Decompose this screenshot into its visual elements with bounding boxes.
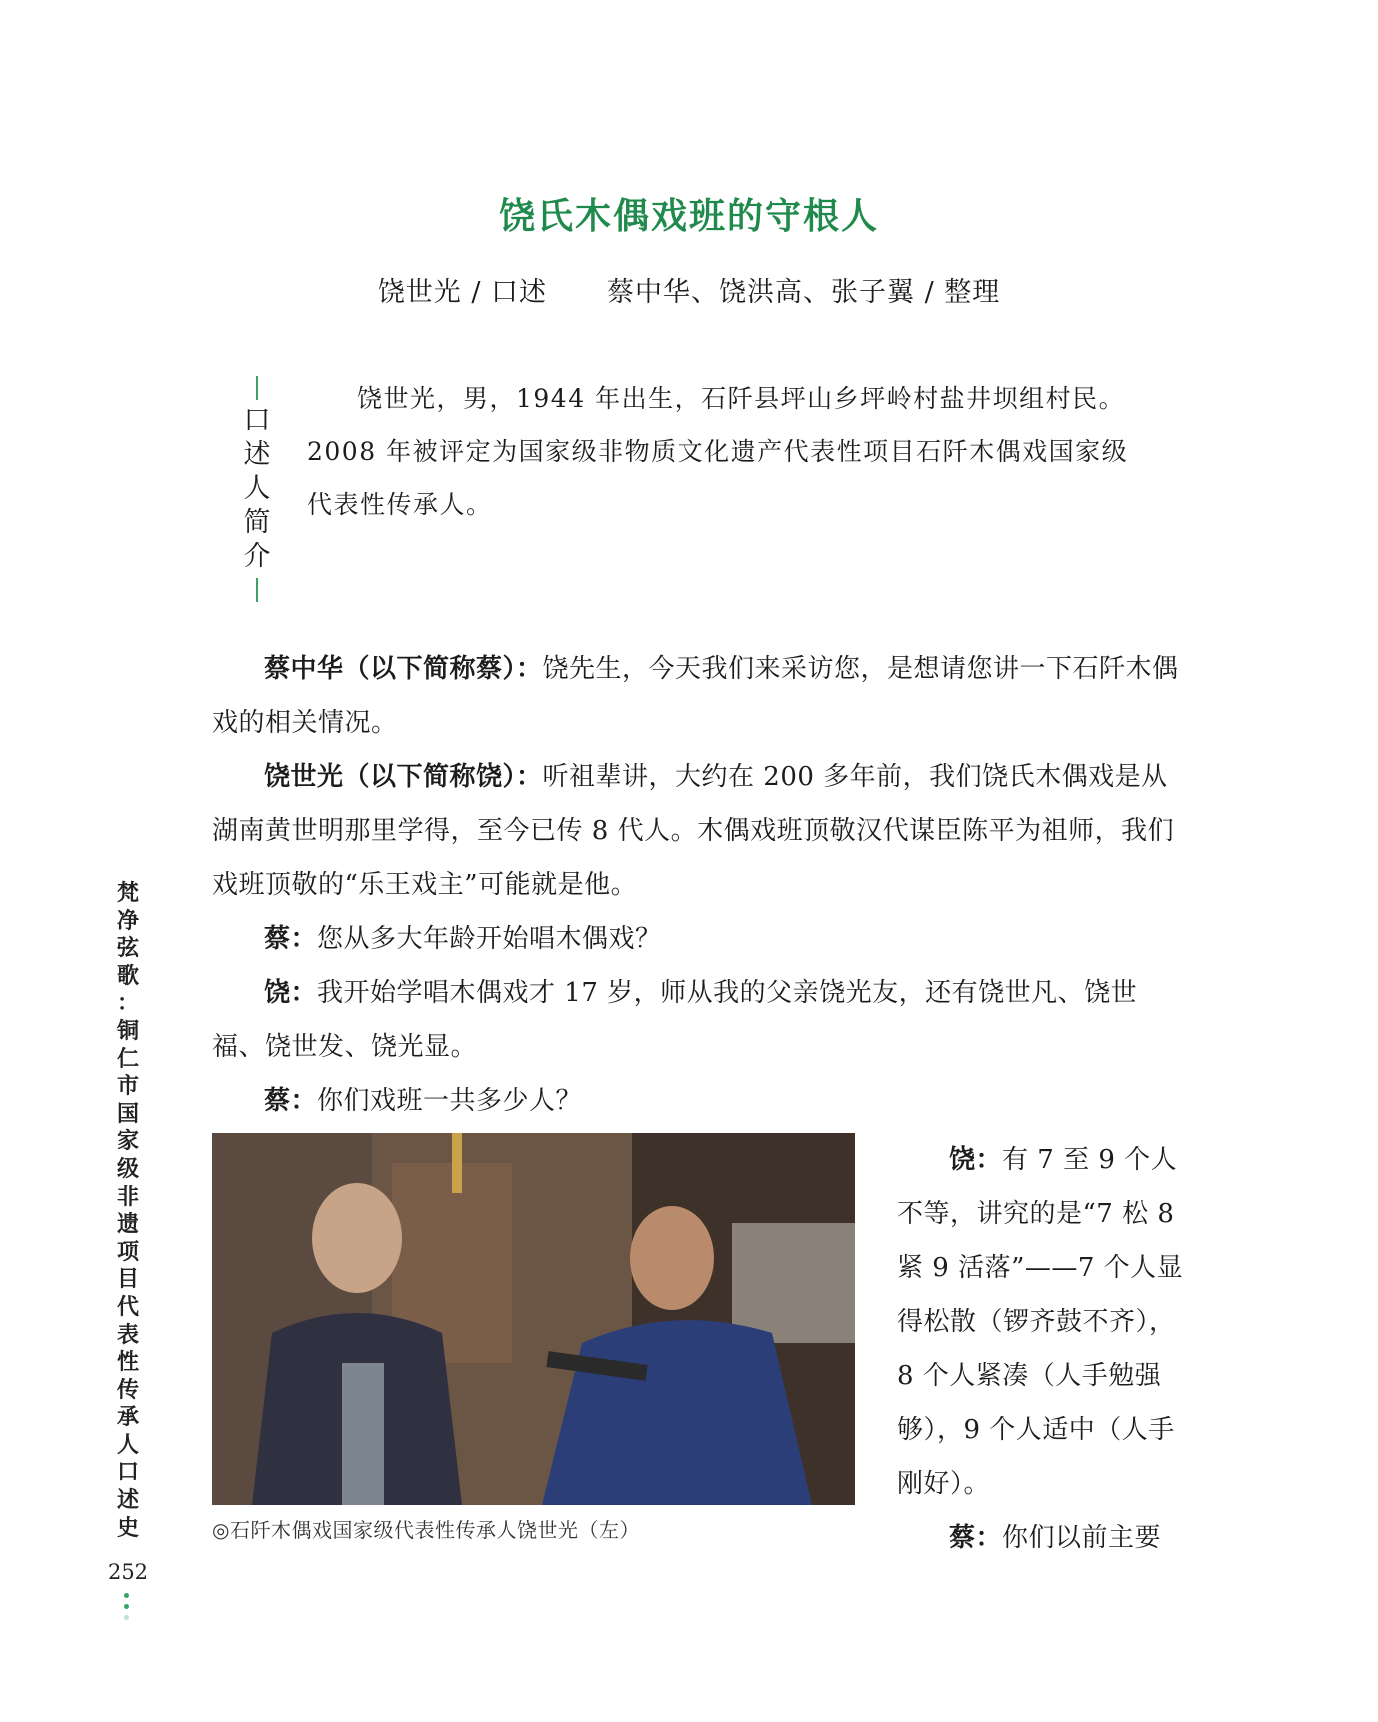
running-title-char: 非: [116, 1183, 139, 1210]
byline: [0, 270, 1378, 309]
article-title: 饶氏木偶戏班的守根人: [498, 195, 879, 237]
dialogue-paragraph: [212, 750, 1182, 912]
speaker-label: 饶：: [264, 978, 318, 1008]
running-title-char: 性: [116, 1349, 139, 1376]
running-title-char: 项: [116, 1238, 139, 1265]
intro-label-char: 述: [243, 439, 271, 470]
dialogue-paragraph: [212, 1074, 1182, 1128]
intro-label: [242, 372, 272, 606]
dialogue-paragraph: [897, 1511, 1187, 1565]
intro-label-char: 口: [243, 405, 271, 436]
interview-body: [212, 642, 1182, 1128]
intro-label-char: 介: [243, 541, 271, 572]
dot: [124, 1615, 129, 1620]
running-title-char: 市: [116, 1073, 139, 1100]
speaker-label: 蔡：: [949, 1523, 1003, 1553]
running-title-char: 铜: [116, 1017, 139, 1044]
running-title-char: ：: [116, 990, 139, 1017]
dot: [124, 1593, 129, 1598]
running-title-char: 述: [116, 1487, 139, 1514]
running-title-char: 口: [116, 1459, 139, 1486]
dialogue-paragraph: [212, 642, 1182, 750]
dialogue-text: 您从多大年龄开始唱木偶戏？: [317, 924, 662, 954]
running-title-char: 传: [116, 1376, 139, 1403]
photo-illustration: [212, 1133, 855, 1505]
byline-editors: 蔡中华、饶洪高、张子翼 / 整理: [607, 277, 1001, 308]
running-title-char: 承: [116, 1404, 139, 1431]
speaker-label: 饶：: [949, 1145, 1003, 1175]
running-title-char: 净: [116, 907, 139, 934]
running-title-char: 仁: [116, 1045, 139, 1072]
dialogue-text: 你们戏班一共多少人？: [317, 1086, 583, 1116]
running-title-char: 弦: [116, 935, 139, 962]
running-title-char: 国: [116, 1100, 139, 1127]
dot: [124, 1604, 129, 1609]
speaker-label: 蔡中华（以下简称蔡）：: [264, 654, 543, 684]
running-title-char: 歌: [116, 962, 139, 989]
dialogue-text: 饶先生，今天我们来采访您，是想请您讲一下石阡木偶戏的相关情况。: [212, 654, 1179, 738]
intro-label-char: 人: [243, 473, 271, 504]
dialogue-text: 听祖辈讲，大约在 200 多年前，我们饶氏木偶戏是从湖南黄世明那里学得，至今已传 8 代人。木偶戏班顶敬汉代谋臣陈平为祖师，我们戏班顶敬的“乐王戏主”可能就是他。: [212, 762, 1175, 900]
running-title-char: 级: [116, 1155, 139, 1182]
running-title-char: 家: [116, 1128, 139, 1155]
running-title-char: 代: [116, 1293, 139, 1320]
running-title-char: 表: [116, 1321, 139, 1348]
running-title-char: 史: [116, 1514, 139, 1541]
intro-label-char: 简: [243, 507, 271, 538]
dialogue-text: 你们以前主要: [1002, 1523, 1162, 1553]
running-title-char: 遗: [116, 1211, 139, 1238]
byline-narrator: 饶世光 / 口述: [377, 277, 547, 308]
page-ornament: [122, 1593, 130, 1626]
page-number: 252: [107, 1560, 149, 1584]
divider: [256, 578, 258, 602]
running-title-char: 目: [116, 1266, 139, 1293]
interview-photo: [212, 1133, 855, 1505]
running-title-char: 梵: [116, 880, 139, 906]
intro-text: [307, 372, 1147, 531]
intro-paragraph: 饶世光，男，1944 年出生，石阡县坪山乡坪岭村盐井坝组村民。2008 年被评定为国家级非物质文化遗产代表性项目石阡木偶戏国家级代表性传承人。: [307, 384, 1129, 519]
dialogue-paragraph: [897, 1133, 1187, 1511]
photo-caption: ◎石阡木偶戏国家级代表性传承人饶世光（左）: [212, 1518, 640, 1542]
dialogue-text: 有 7 至 9 个人不等，讲究的是“7 松 8 紧 9 活落”——7 个人显得松散（锣齐鼓不齐），8 个人紧凑（人手勉强够），9 个人适中（人手刚好）。: [897, 1145, 1184, 1499]
dialogue-text: 我开始学唱木偶戏才 17 岁，师从我的父亲饶光友，还有饶世凡、饶世福、饶世发、饶光显。: [212, 978, 1138, 1062]
running-title: [114, 880, 142, 1542]
speaker-label: 蔡：: [264, 924, 318, 954]
running-title-char: 人: [116, 1431, 139, 1458]
side-column: [897, 1133, 1187, 1565]
speaker-label: 蔡：: [264, 1086, 318, 1116]
dialogue-paragraph: [212, 912, 1182, 966]
speaker-label: 饶世光（以下简称饶）：: [264, 762, 543, 792]
dialogue-paragraph: [212, 966, 1182, 1074]
divider: [256, 376, 258, 400]
